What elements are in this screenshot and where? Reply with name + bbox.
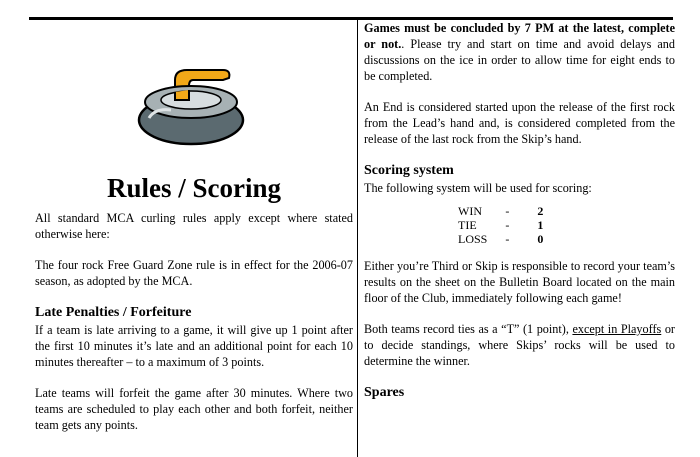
games-deadline-bold: Games must be concluded by 7 PM at the latest, complete or not. — [364, 21, 675, 51]
result-dash: - — [505, 232, 510, 246]
fgz-paragraph: The four rock Free Guard Zone rule is in effect for the 2006-07 season, as adopted by the MCA. — [35, 258, 353, 288]
result-points: 0 — [537, 232, 544, 246]
page-title: Rules / Scoring — [106, 173, 281, 203]
column-divider — [357, 17, 358, 457]
intro-paragraph: All standard MCA curling rules apply except where stated otherwise here: — [35, 211, 353, 241]
scoring-row — [458, 204, 553, 218]
ties-text-start: Both teams record ties as a “T” (1 point), — [364, 322, 573, 336]
result-label: LOSS — [458, 232, 488, 246]
ties-paragraph — [364, 321, 675, 369]
logo-area — [35, 22, 353, 172]
result-dash: - — [505, 204, 510, 218]
spares-heading: Spares — [364, 385, 405, 400]
curling-stone-icon — [135, 58, 255, 150]
playoffs-exception-link[interactable]: except in Playoffs — [572, 322, 662, 336]
right-column — [364, 20, 675, 402]
late-penalties-paragraph: If a team is late arriving to a game, it will give up 1 point after the first 10 minutes it’s late and an additional point for each 10 minutes thereafter – to a maximum of 3 points. — [35, 323, 353, 369]
scoring-row — [458, 232, 553, 246]
scoring-table — [458, 204, 553, 246]
left-column — [35, 22, 353, 448]
late-penalties-heading: Late Penalties / Forfeiture — [35, 305, 192, 320]
result-points: 1 — [537, 218, 544, 232]
end-definition-paragraph: An End is considered started upon the release of the first rock from the Lead’s hand and, is considered completed from the release of the last rock from the Skip’s hand. — [364, 100, 675, 146]
scoring-intro: The following system will be used for scoring: — [364, 181, 592, 195]
scoring-row — [458, 218, 553, 232]
games-deadline-rest: . Please try and start on time and avoid delays and discussions on the ice in order to allow time for eight ends to be completed. — [364, 37, 675, 83]
ties-text-end: or to decide standings, where Skips’ rocks will be used to determine the winner. — [364, 322, 675, 368]
record-results-paragraph: Either you’re Third or Skip is responsible to record your team’s results on the sheet on the Bulletin Board located on the main floor of the Club, immediately following each game! — [364, 259, 675, 305]
result-label: WIN — [458, 204, 482, 218]
result-points: 2 — [537, 204, 544, 218]
result-dash: - — [505, 218, 510, 232]
scoring-heading: Scoring system — [364, 163, 454, 178]
forfeit-paragraph: Late teams will forfeit the game after 30 minutes. Where two teams are scheduled to play each other and both forfeit, neither team gets any points. — [35, 386, 353, 432]
games-paragraph — [364, 20, 675, 84]
result-label: TIE — [458, 218, 477, 232]
